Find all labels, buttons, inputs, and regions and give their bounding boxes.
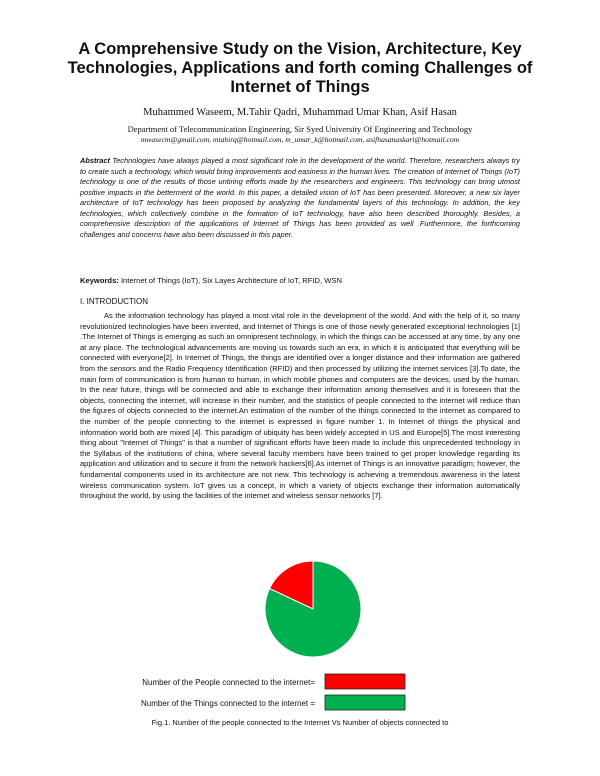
intro-paragraph: As the information technology has played a most vital role in the development of the world. And with the help of it, so many revolutionized technologies have been invented, and Internet of Things is one of those newly generated exceptional technologies [1] .The Internet of Things is emerging as such an omnipresent technology, in which the things can be accessed at any time, by any one at any place. The technological advancements are moving us towards such an era, in which it is anticipated that everything will be connected with everyone[2]. In Internet of Things, the things are identified over a longer distance and their information are gathered from the sensors and the Radio Frequency Identification (RFID) and then processed by utilizing the internet services [3].To date, the main form of communication is from human to human, in which mobile phones and computers are the devices, used by the human. In the near future, things will be connected and able to exchange their information among themselves and it is foreseen that the objects, connecting the internet, will increase in their number, and the statistics of people connected to the internet will reduce than the figures of objects connected to the internet.An estimation of the number of the things connected to the internet as compared to the number of the people connecting to the internet is expressed in figure number 1. In Internet of things the physical and information world both are mixed [4]. This paradigm of ubiquity has been widely accepted in US and Europe[5].The most interesting thing about "Internet of Things" is that a number of significant efforts have been made to include this unprecedented technology in the Syllabus of the institutions of china, where several faculty members have been trained to get proper knowledge regarding its application and utilization and to secure it from the network hackers[6].As internet of Things is an innovative paradigm; however, the fundamental components used in its architecture are not new. This technology is achieving a tremendous awareness in the latest wireless communication system. IoT gives us a concept, in which a variety of objects exchange their information automatically throughout the world, by using the facilities of the internet and wireless sensor networks [7]. bbox=[80, 311, 520, 501]
keywords bbox=[80, 276, 520, 286]
abstract bbox=[80, 156, 520, 240]
abstract-text: Technologies have always played a most significant role in the development of the world. Therefore, researchers always try to create such a technology, which would bring improvements and easiness in the human lives. The creation of Internet of Things (IoT) technology is one of the results of those untiring efforts made by the researchers and engineers. This technology can bring utmost positive impacts in the betterment of the world. In this paper, a detailed vision of IoT has been presented. Moreover, a new six layer architecture of IoT technology has been proposed by analyzing the fundamental layers of this technology. In addition, the key technologies, which collectively combine in the formation of IoT technology, have also been described thoroughly. Besides, a comprehensive description of the applications of Internet of Things has been provided as well .Furthermore, the forthcoming challenges and concerns have also been discussed in this paper. bbox=[80, 156, 520, 239]
legend-swatch-1 bbox=[325, 695, 405, 710]
abstract-label: Abstract bbox=[80, 156, 110, 165]
author-list: Muhammed Waseem, M.Tahir Qadri, Muhammad Umar Khan, Asif Hasan bbox=[143, 107, 457, 118]
paper-title: A Comprehensive Study on the Vision, Architecture, Key Technologies, Applications and forth coming Challenges of Internet of Things bbox=[67, 40, 533, 96]
keywords-text: Internet of Things (IoT), Six Layes Architecture of IoT, RFID, WSN bbox=[118, 276, 342, 285]
figure-caption: Fig.1. Number of the people connected to the Internet Vs Number of objects connected to bbox=[151, 718, 449, 727]
pie-chart bbox=[120, 552, 460, 720]
section-heading: I. INTRODUCTION bbox=[80, 297, 148, 306]
legend-label-0: Number of the People connected to the internet= bbox=[142, 678, 315, 687]
legend-label-1: Number of the Things connected to the internet = bbox=[141, 699, 315, 708]
author-emails: mwasecm@gmail.com, mtahirq@hotmail.com, m_umar_k@hotmail.com, asifhasanaskari@hotmail.com bbox=[140, 135, 460, 144]
pie-slices bbox=[265, 561, 361, 657]
keywords-label: Keywords: bbox=[80, 276, 119, 285]
chart-legend bbox=[141, 674, 405, 710]
legend-swatch-0 bbox=[325, 674, 405, 689]
affiliation: Department of Telecommunication Engineering, Sir Syed University Of Engineering and Technology bbox=[127, 124, 473, 134]
